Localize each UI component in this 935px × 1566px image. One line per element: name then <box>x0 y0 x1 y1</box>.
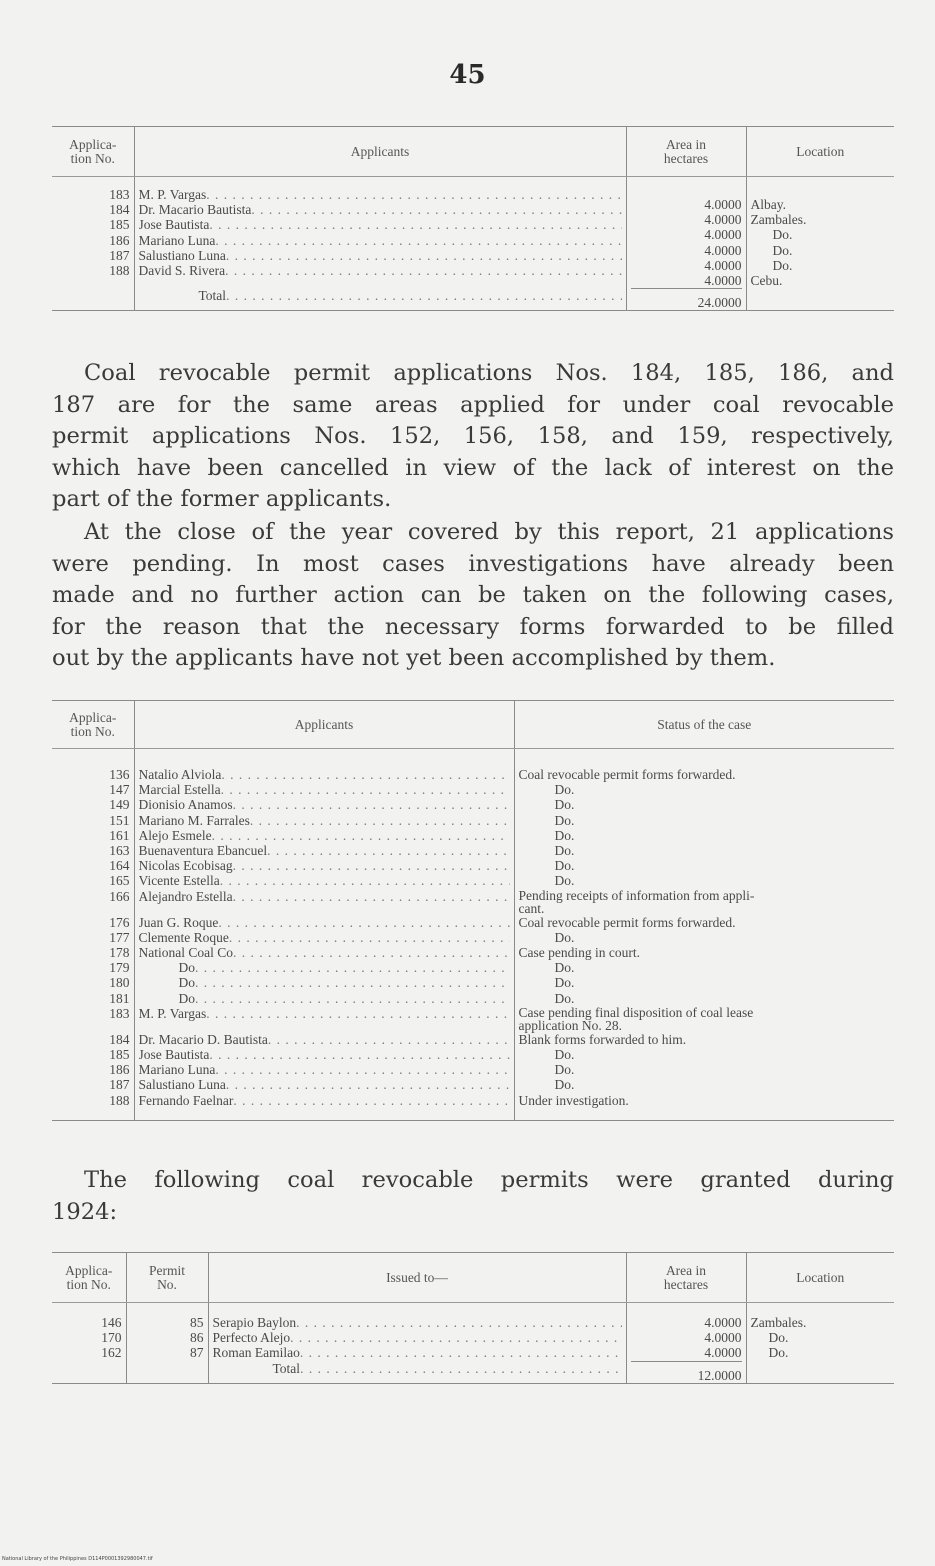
applicant-name <box>139 930 510 945</box>
area-cell <box>626 177 746 289</box>
leader-dots <box>225 263 621 278</box>
applicant-name <box>139 945 510 960</box>
applicants-cell <box>134 889 514 915</box>
table-row <box>52 1093 894 1121</box>
issued-to-cell <box>208 1330 626 1345</box>
application-no: 180 <box>109 975 130 991</box>
applicants-cell <box>134 749 514 783</box>
leader-dots <box>226 288 621 303</box>
paragraph-line: 1924: <box>52 1198 118 1225</box>
applicants-cell <box>134 945 514 960</box>
table-row <box>52 782 894 797</box>
applicant-name <box>139 1077 510 1092</box>
empty-cell <box>52 1361 126 1384</box>
status-cell: Do. <box>514 1062 894 1077</box>
status-cell: Coal revocable permit forms forwarded. <box>514 749 894 783</box>
table-row <box>52 749 894 783</box>
name-text: Do <box>178 975 195 991</box>
name-text: Nicolas Ecobisag <box>138 858 233 874</box>
leader-dots <box>233 797 510 812</box>
application-no: 146 <box>101 1315 122 1330</box>
paragraph-line: out by the applicants have not yet been accomplished by them. <box>52 645 776 671</box>
application-no: 183 <box>109 187 130 202</box>
table-body <box>52 177 894 311</box>
leader-dots <box>233 858 510 873</box>
applicants-cell <box>134 177 626 289</box>
name-text: Dr. Macario Bautista <box>138 202 252 218</box>
applicant-name <box>139 858 510 873</box>
leader-dots <box>195 960 510 975</box>
applicant-name <box>139 288 622 303</box>
table-row <box>52 1006 894 1032</box>
table-row <box>52 843 894 858</box>
location-value: Zambales. <box>746 1303 894 1331</box>
applicants-cell <box>134 782 514 797</box>
total-row <box>52 1361 894 1384</box>
status-cell: Do. <box>514 1077 894 1092</box>
application-no: 149 <box>109 797 130 813</box>
total-value-cell <box>626 288 746 311</box>
applicant-name <box>139 797 510 812</box>
applicant-name <box>139 889 510 904</box>
table-row <box>52 797 894 812</box>
applicant-name <box>139 263 622 278</box>
status-cell: Pending receipts of information from appli- cant. <box>514 889 894 915</box>
application-no: 163 <box>109 843 130 859</box>
leader-dots <box>233 889 510 904</box>
name-text: Juan G. Roque <box>138 914 219 930</box>
location-value: Do. <box>746 1330 894 1345</box>
table-row-group <box>52 177 894 289</box>
leader-dots <box>229 930 510 945</box>
table-row <box>52 828 894 843</box>
status-cell: Under investigation. <box>514 1093 894 1121</box>
name-text: David S. Rivera <box>138 263 226 279</box>
area-value: 4.0000 <box>704 227 742 243</box>
col-header-area: Area in hectares <box>626 1253 746 1303</box>
application-no: 186 <box>109 232 130 248</box>
applicants-cell <box>134 930 514 945</box>
applicant-name <box>213 1345 622 1360</box>
name-text: Do <box>178 990 195 1006</box>
total-value-cell <box>626 1361 746 1384</box>
name-text: Vicente Estella <box>138 873 220 889</box>
pending-cases-table <box>52 700 894 1121</box>
leader-dots <box>209 1047 509 1062</box>
area-value: 4.0000 <box>626 1345 746 1360</box>
applications-table <box>52 126 894 311</box>
issued-to-cell <box>208 1303 626 1331</box>
name-text: Buenaventura Ebancuel <box>138 843 268 859</box>
table-row <box>52 930 894 945</box>
paragraph-line: part of the former applicants. <box>52 486 392 512</box>
applicants-cell <box>134 797 514 812</box>
applicant-name <box>139 202 622 217</box>
application-no: 179 <box>109 960 130 976</box>
application-no: 184 <box>109 202 130 218</box>
paragraph-line: 187 are for the same areas applied for under coal revocable <box>52 391 894 418</box>
name-text: National Coal Co <box>138 945 233 961</box>
table-row <box>52 960 894 975</box>
name-text: Serapio Baylon <box>212 1315 297 1330</box>
status-cell: Do. <box>514 930 894 945</box>
area-value: 4.0000 <box>704 197 742 212</box>
application-no: 176 <box>109 914 130 930</box>
applicants-cell <box>134 1032 514 1047</box>
table-row <box>52 991 894 1006</box>
col-header-application-no: Applica- tion No. <box>52 127 134 177</box>
leader-dots <box>221 782 510 797</box>
applicants-cell <box>134 1006 514 1032</box>
col-header-area: Area in hectares <box>626 127 746 177</box>
total-label-cell <box>208 1361 626 1384</box>
leader-dots <box>218 915 509 930</box>
status-cell: Do. <box>514 828 894 843</box>
table-row <box>52 858 894 873</box>
application-no: 136 <box>109 767 130 782</box>
applicant-name <box>139 843 510 858</box>
application-no: 185 <box>109 1047 130 1063</box>
name-text: Fernando Faelnar <box>138 1092 234 1108</box>
application-no: 147 <box>109 782 130 798</box>
name-text: Mariano Luna <box>138 1062 216 1078</box>
paragraph-line: permit applications Nos. 152, 156, 158, and 159, respectively, <box>52 423 894 449</box>
leader-dots <box>220 873 510 888</box>
application-no: 188 <box>52 1093 134 1121</box>
leader-dots <box>226 1077 510 1092</box>
location-value: Do. <box>772 242 793 258</box>
table-row <box>52 975 894 990</box>
empty-cell <box>746 288 894 311</box>
name-text: Alejandro Estella <box>138 888 233 904</box>
table-row <box>52 1077 894 1092</box>
status-cell: Case pending in court. <box>514 945 894 960</box>
name-text: Mariano Luna <box>138 232 216 248</box>
permit-no: 85 <box>126 1303 208 1331</box>
empty-cell <box>52 288 134 311</box>
application-no: 161 <box>109 827 130 843</box>
leader-dots <box>226 248 622 263</box>
leader-dots <box>300 1361 621 1376</box>
scan-footer: National Library of the Philippines D114P0001392980047.tif <box>2 1556 153 1562</box>
table-row <box>52 1047 894 1062</box>
status-cell: Blank forms forwarded to him. <box>514 1032 894 1047</box>
applicants-cell <box>134 915 514 930</box>
status-cell: Do. <box>514 960 894 975</box>
table-row <box>52 1330 894 1345</box>
applicants-cell <box>134 813 514 828</box>
table-row <box>52 813 894 828</box>
status-cell: Coal revocable permit forms forwarded. <box>514 915 894 930</box>
col-header-applicants: Applicants <box>134 701 514 749</box>
area-value: 4.0000 <box>704 273 742 289</box>
applicant-name <box>139 782 510 797</box>
leader-dots <box>206 1006 509 1021</box>
permits-granted-table <box>52 1252 894 1384</box>
name-text: M. P. Vargas <box>138 187 207 202</box>
applicant-name <box>139 1047 510 1062</box>
col-header-location: Location <box>746 127 894 177</box>
applicant-name <box>139 1062 510 1077</box>
total-value: 12.0000 <box>631 1361 742 1383</box>
applicants-cell <box>134 991 514 1006</box>
name-text: Roman Eamilao <box>212 1345 300 1361</box>
area-value: 4.0000 <box>704 212 742 228</box>
name-text: Mariano M. Farrales <box>138 812 250 828</box>
leader-dots <box>206 187 621 202</box>
applicants-cell <box>134 1047 514 1062</box>
applicant-name <box>213 1361 622 1376</box>
leader-dots <box>221 767 509 782</box>
application-no: 166 <box>109 888 130 904</box>
status-cell: Do. <box>514 858 894 873</box>
applicant-name <box>139 960 510 975</box>
leader-dots <box>268 1032 510 1047</box>
table-row <box>52 945 894 960</box>
table-row <box>52 1303 894 1331</box>
empty-cell <box>126 1361 208 1384</box>
name-text: Salustiano Luna <box>138 1077 226 1093</box>
status-cell: Case pending final disposition of coal lease application No. 28. <box>514 1006 894 1032</box>
location-cell <box>746 177 894 289</box>
name-text: Dionisio Anamos <box>138 797 233 813</box>
applicant-name <box>139 248 622 263</box>
paragraph-pending-applications <box>52 517 894 675</box>
col-header-application-no: Applica- tion No. <box>52 701 134 749</box>
table-body <box>52 1303 894 1384</box>
applicant-name <box>213 1330 622 1345</box>
paragraph-line: which have been cancelled in view of the lack of interest on the <box>52 454 894 481</box>
area-value: 4.0000 <box>626 1330 746 1345</box>
table-row <box>52 1062 894 1077</box>
applicant-name <box>139 873 510 888</box>
application-no-cell <box>52 177 134 289</box>
application-no: 183 <box>109 1005 130 1021</box>
location-value: Do. <box>772 257 793 273</box>
name-text: Salustiano Luna <box>138 247 226 263</box>
leader-dots <box>212 828 510 843</box>
applicant-name <box>139 217 622 232</box>
paragraph-permits-granted <box>52 1165 894 1228</box>
application-no: 187 <box>109 1077 130 1093</box>
table-row <box>52 1345 894 1360</box>
applicants-cell <box>134 960 514 975</box>
applicants-cell <box>134 858 514 873</box>
name-text: Jose Bautista <box>138 1047 210 1063</box>
name-text: Jose Bautista <box>138 217 210 233</box>
application-no: 162 <box>101 1345 122 1361</box>
applicant-name <box>139 767 510 782</box>
applicants-cell <box>134 1077 514 1092</box>
name-text: Dr. Macario D. Bautista <box>138 1031 268 1047</box>
status-cell: Do. <box>514 873 894 888</box>
location-value: Zambales. <box>750 212 807 228</box>
applicant-name <box>139 915 510 930</box>
applicant-name <box>139 1006 510 1021</box>
applicants-cell <box>134 873 514 888</box>
paragraph-line: for the reason that the necessary forms forwarded to be filled <box>52 613 894 640</box>
permit-no: 87 <box>126 1345 208 1360</box>
leader-dots <box>195 991 510 1006</box>
leader-dots <box>290 1330 621 1345</box>
total-label-cell <box>134 288 626 311</box>
col-header-location: Location <box>746 1253 894 1303</box>
applicant-name <box>139 813 510 828</box>
leader-dots <box>215 233 621 248</box>
leader-dots <box>215 1062 509 1077</box>
table-row <box>52 889 894 915</box>
applicant-name <box>139 187 622 202</box>
applicant-name <box>213 1315 622 1330</box>
application-no: 170 <box>101 1330 122 1346</box>
location-value: Cebu. <box>750 273 783 289</box>
leader-dots <box>233 945 510 960</box>
leader-dots <box>233 1093 509 1108</box>
paragraph-revocable-permits <box>52 358 894 516</box>
application-no: 165 <box>109 873 130 889</box>
application-no: 178 <box>109 945 130 961</box>
leader-dots <box>195 975 510 990</box>
status-cell: Do. <box>514 843 894 858</box>
permit-no: 86 <box>126 1330 208 1345</box>
table-row <box>52 873 894 888</box>
paragraph-line: Coal revocable permit applications Nos. 184, 185, 186, and <box>84 360 894 386</box>
name-text: Total <box>272 1360 301 1376</box>
paragraph-line: were pending. In most cases investigations have already been <box>52 550 894 577</box>
applicants-cell <box>134 1093 514 1121</box>
table-row <box>52 1032 894 1047</box>
status-cell: Do. <box>514 1047 894 1062</box>
name-text: Clemente Roque <box>138 929 229 945</box>
leader-dots <box>209 217 621 232</box>
applicants-cell <box>134 975 514 990</box>
location-value: Do. <box>772 227 793 243</box>
name-text: Perfecto Alejo <box>212 1330 291 1346</box>
name-text: Marcial Estella <box>138 782 221 798</box>
name-text: Alejo Esmele <box>138 827 212 843</box>
application-no: 181 <box>109 990 130 1006</box>
col-header-permit-no: Permit No. <box>126 1253 208 1303</box>
col-header-applicants: Applicants <box>134 127 626 177</box>
leader-dots <box>267 843 509 858</box>
name-text: Do <box>178 960 195 976</box>
applicant-name <box>139 1093 510 1108</box>
paragraph-line: The following coal revocable permits were granted during <box>84 1167 894 1193</box>
paragraph-line: At the close of the year covered by this report, 21 applications <box>84 519 894 545</box>
name-text: Total <box>198 288 227 304</box>
issued-to-cell <box>208 1345 626 1360</box>
empty-cell <box>746 1361 894 1384</box>
application-no: 188 <box>109 263 130 279</box>
application-no: 151 <box>109 812 130 828</box>
status-cell: Do. <box>514 782 894 797</box>
location-value: Do. <box>746 1345 894 1360</box>
application-no: 184 <box>109 1031 130 1047</box>
col-header-issued-to: Issued to— <box>208 1253 626 1303</box>
total-value: 24.0000 <box>631 288 742 310</box>
status-cell: Do. <box>514 975 894 990</box>
name-text: Natalio Alviola <box>138 767 222 782</box>
status-cell: Do. <box>514 797 894 812</box>
total-row <box>52 288 894 311</box>
applicants-cell <box>134 828 514 843</box>
status-cell: Do. <box>514 813 894 828</box>
application-no: 164 <box>109 858 130 874</box>
paragraph-line: made and no further action can be taken on the following cases, <box>52 582 894 608</box>
col-header-application-no: Applica- tion No. <box>52 1253 126 1303</box>
area-value: 4.0000 <box>626 1303 746 1331</box>
applicant-name <box>139 1032 510 1047</box>
leader-dots <box>251 202 621 217</box>
leader-dots <box>250 813 510 828</box>
page-number: 45 <box>449 60 486 90</box>
status-cell: Do. <box>514 991 894 1006</box>
applicant-name <box>139 233 622 248</box>
applicant-name <box>139 991 510 1006</box>
applicants-cell <box>134 843 514 858</box>
table-body <box>52 749 894 1121</box>
area-value: 4.0000 <box>704 242 742 258</box>
leader-dots <box>300 1345 622 1360</box>
location-value: Albay. <box>750 197 786 212</box>
name-text: M. P. Vargas <box>138 1005 207 1021</box>
applicant-name <box>139 828 510 843</box>
application-no: 186 <box>109 1062 130 1078</box>
application-no: 185 <box>109 217 130 233</box>
col-header-status: Status of the case <box>514 701 894 749</box>
applicants-cell <box>134 1062 514 1077</box>
table-row <box>52 915 894 930</box>
area-value: 4.0000 <box>704 257 742 273</box>
applicant-name <box>139 975 510 990</box>
application-no: 187 <box>109 247 130 263</box>
leader-dots <box>296 1315 621 1330</box>
application-no: 177 <box>109 929 130 945</box>
